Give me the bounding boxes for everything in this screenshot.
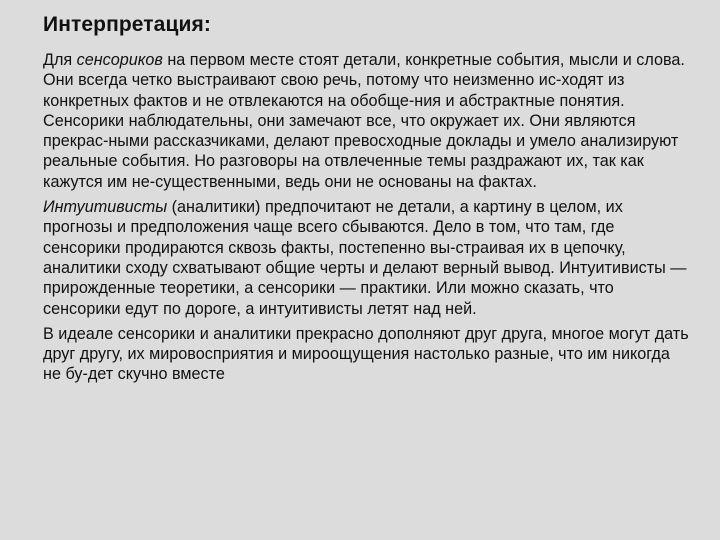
slide-body — [43, 50, 690, 385]
paragraph-sensorics — [43, 50, 690, 192]
paragraph-text: на первом месте стоят детали, конкретные события, мысли и слова. Они всегда четко выстраивают свою речь, потому что неизменно ис-ходят из конкретных фактов и не отвлекаются на обобще-ния и абстрактные понятия. Сенсорики наблюдательны, они замечают все, что окружает их. Они являются прекрас-ными рассказчиками, делают превосходные доклады и умело анализируют реальные события. Но разговоры на отвлеченные темы раздражают их, так как кажутся им не-существенными, ведь они не основаны на фактах. — [43, 51, 685, 191]
term-intuitives: Интуитивисты — [43, 198, 168, 217]
slide-title: Интерпретация: — [43, 13, 211, 36]
paragraph-text: В идеале сенсорики и аналитики прекрасно дополняют друг друга, многое могут дать друг другу, их мировосприятия и мироощущения настолько разные, что им никогда не бу-дет скучно вместе — [43, 324, 689, 384]
paragraph-intuitives — [43, 197, 690, 319]
paragraph-lead: Для — [43, 51, 77, 69]
paragraph-text: (аналитики) предпочитают не детали, а картину в целом, их прогнозы и предположения чаще всего сбываются. Дело в том, что там, где сенсорики продираются сквозь факты, постепенно вы-страивая их в цепочку, аналитики сходу схватывают общие черты и делают верный вывод. Интуитивисты — прирожденные теоретики, а сенсорики — практики. Или можно сказать, что сенсорики едут по дороге, а интуитивисты летят над ней. — [43, 198, 687, 318]
paragraph-conclusion — [43, 324, 690, 385]
term-sensorics: сенсориков — [76, 51, 163, 69]
